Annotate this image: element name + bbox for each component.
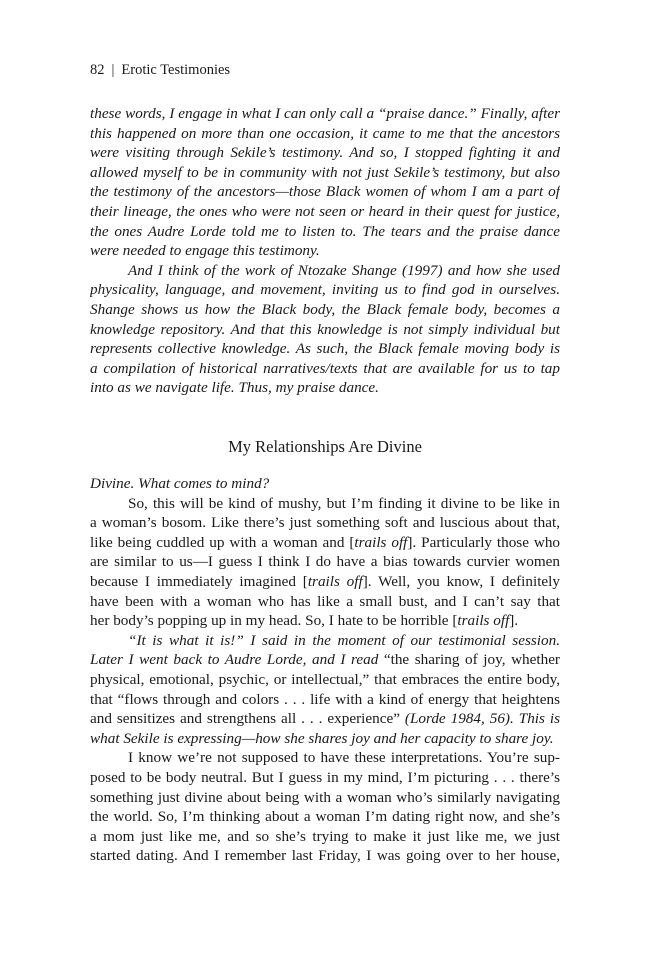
text-line (90, 494, 560, 514)
text-run: “the sharing of joy, whether (383, 651, 560, 669)
text-run: a mom just like me, and so she’s trying to make it just like me, we just (90, 827, 560, 845)
text-line (90, 611, 560, 631)
text-run: her body’s popping up in my head. So, I hate to be horrible [ (90, 612, 458, 630)
text-run: ]. Well, you know, I definitely (362, 572, 560, 590)
text-line (90, 807, 560, 827)
text-line: the testimony of the ancestors—those Black women of whom I am a part of (90, 183, 560, 201)
text-line (90, 474, 560, 494)
text-line (90, 729, 560, 749)
text-run: and sensitizes and strengthens all . . . experience” (90, 710, 405, 728)
text-line: these words, I engage in what I can only call a “praise dance.” Finally, after (90, 105, 560, 122)
italic-commentary-block (90, 104, 560, 398)
text-run: the world. So, I’m thinking about a woman I’m dating right now, and she’s (90, 808, 560, 826)
text-run: ]. Particularly those who (407, 533, 560, 551)
text-run: something just divine about being with a woman who’s similarly navigating (90, 788, 560, 806)
running-head-title: Erotic Testimonies (121, 62, 231, 78)
text-line (90, 846, 560, 866)
text-line (90, 788, 560, 808)
text-line (90, 670, 560, 690)
text-line: And I think of the work of Ntozake Shange (1997) and how she used (128, 261, 560, 279)
text-run: because I immediately imagined [ (90, 572, 308, 590)
text-run: ]. (509, 612, 519, 630)
running-head-separator: | (111, 62, 115, 78)
text-line (90, 748, 560, 768)
text-line: their lineage, the ones who were not seen or heard in their quest for justice, (90, 202, 560, 220)
text-line: a compilation of historical narratives/texts that are available for us to tap (90, 359, 560, 377)
italic-run: Later I went back to Audre Lorde, and I read (90, 651, 384, 669)
text-line: were needed to engage this testimony. (90, 242, 320, 260)
text-run: that “flows through and colors . . . life with a kind of energy that heightens (90, 690, 560, 708)
text-line: this happened on more than one occasion, it came to me that the ancestors (90, 124, 560, 142)
italic-run: trails off (354, 533, 408, 551)
italic-run: trails off (307, 572, 363, 590)
text-line: into as we navigate life. Thus, my praise dance. (90, 379, 379, 397)
text-line (90, 827, 560, 847)
text-run: So, this will be kind of mushy, but I’m finding it divine to be like in (128, 494, 560, 512)
text-run: have been with a woman who has like a small bust, and I can’t say that (90, 592, 560, 610)
text-line: Shange shows us how the Black body, the Black female body, becomes a (90, 300, 560, 318)
italic-run: “It is what it is!” I said in the moment of our testimonial session. (128, 631, 560, 649)
italic-run: (Lorde 1984, 56). This is (404, 710, 560, 728)
text-line (90, 631, 560, 651)
text-run: like being cuddled up with a woman and [ (90, 533, 355, 551)
text-run: posed to be body neutral. But I guess in my mind, I’m picturing . . . there’s (90, 768, 560, 786)
italic-run: trails off (457, 612, 510, 630)
text-run: physical, emotional, psychic, or intellectual,” that embraces the entire body, (90, 670, 560, 688)
text-line (90, 709, 560, 729)
text-line (90, 513, 560, 533)
italic-run: Divine. What comes to mind? (90, 475, 270, 492)
italic-run: what Sekile is expressing—how she shares joy and her capacity to share joy. (90, 729, 554, 747)
text-line: physicality, language, and movement, inviting us to find god in ourselves. (90, 281, 560, 299)
text-run: a woman’s bosom. Like there’s just something soft and luscious about that, (90, 514, 560, 532)
section-heading: My Relationships Are Divine (228, 437, 422, 456)
text-line (90, 650, 560, 670)
section-body (90, 474, 560, 866)
text-line (90, 572, 560, 592)
text-line: were visiting through Sekile’s testimony. And so, I stopped fighting it and (90, 144, 560, 162)
text-line (90, 592, 560, 612)
running-head (90, 60, 230, 80)
text-run: are similar to us—I guess I think I do have a bias towards curvier women (90, 553, 560, 571)
text-line (90, 552, 560, 572)
text-line (90, 768, 560, 788)
text-line: the ones Audre Lorde told me to listen to. The tears and the praise dance (90, 222, 560, 240)
text-line (90, 690, 560, 710)
text-line: knowledge repository. And that this knowledge is not simply individual but (90, 320, 560, 338)
text-run: I know we’re not supposed to have these interpretations. You’re sup- (128, 749, 560, 767)
page-number: 82 (90, 62, 105, 78)
text-line: allowed myself to be in community with not just Sekile’s testimony, but also (90, 163, 560, 181)
text-line (90, 533, 560, 553)
text-run: started dating. And I remember last Friday, I was going over to her house, (90, 847, 560, 865)
text-line: represents collective knowledge. As such, the Black female moving body is (90, 340, 560, 358)
